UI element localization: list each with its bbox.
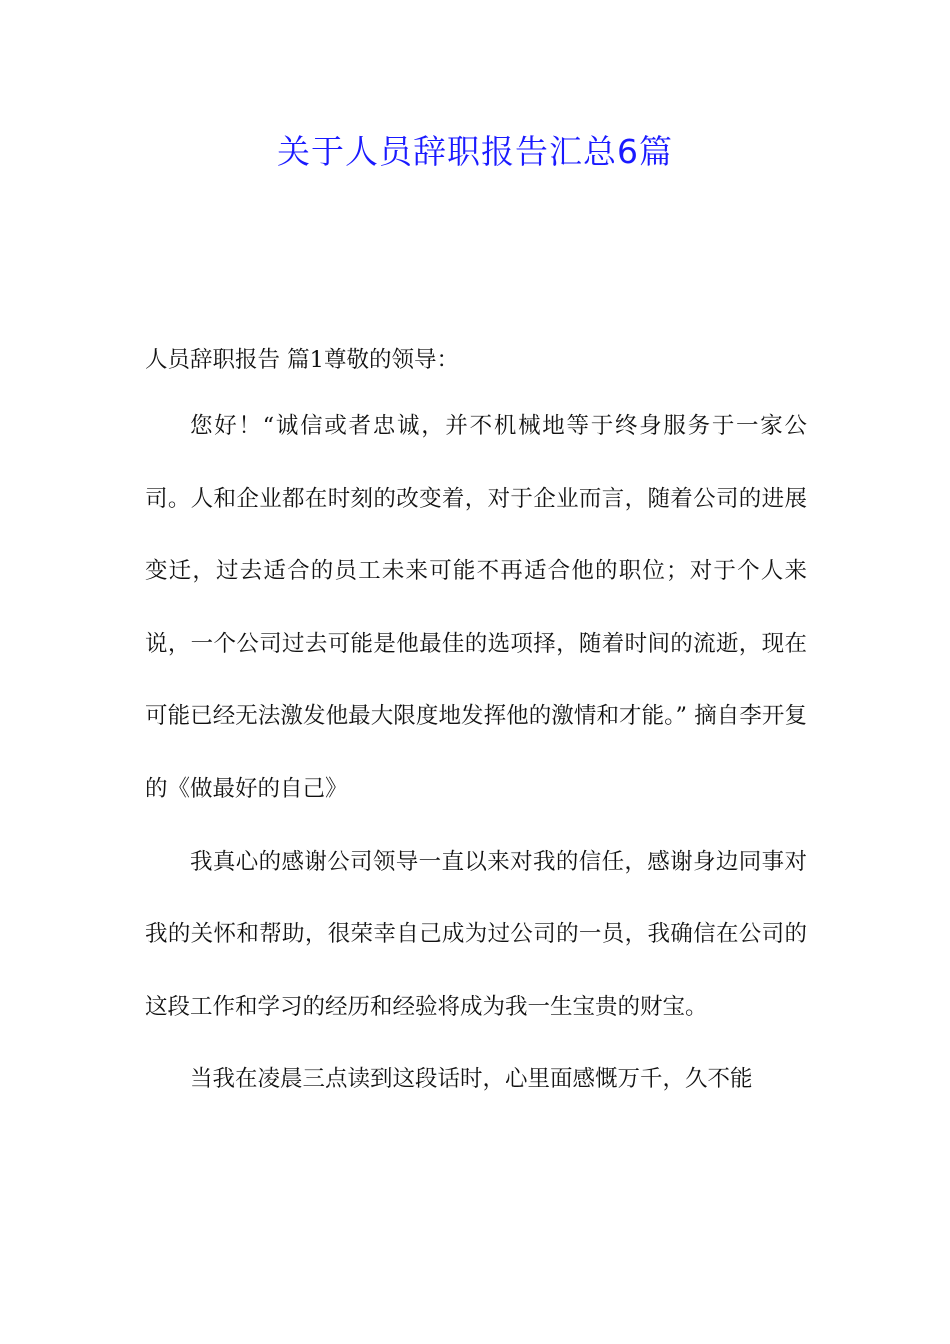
paragraph-3: 当我在凌晨三点读到这段话时，心里面感慨万千，久不能 [190, 1066, 753, 1093]
document-body [145, 330, 807, 1116]
document-title: 关于人员辞职报告汇总6篇 [277, 132, 673, 171]
paragraph-2: 我真心的感谢公司领导一直以来对我的信任，感谢身边同事对我的关怀和帮助，很荣幸自己成为过公司的一员，我确信在公司的这段工作和学习的经历和经验将成为我一生宝贵的财宝。 [145, 848, 807, 1020]
paragraph-1: 您好！“诚信或者忠诚，并不机械地等于终身服务于一家公司。人和企业都在时刻的改变着，对于企业而言，随着公司的进展变迁，过去适合的员工未来可能不再适合他的职位；对于个人来说，一个公司过去可能是他最佳的选项择，随着时间的流逝，现在可能已经无法激发他最大限度地发挥他的激情和才能。” 摘自李开复的《做最好的自己》 [145, 413, 807, 802]
section-heading: 人员辞职报告 篇1尊敬的领导： [145, 347, 459, 373]
